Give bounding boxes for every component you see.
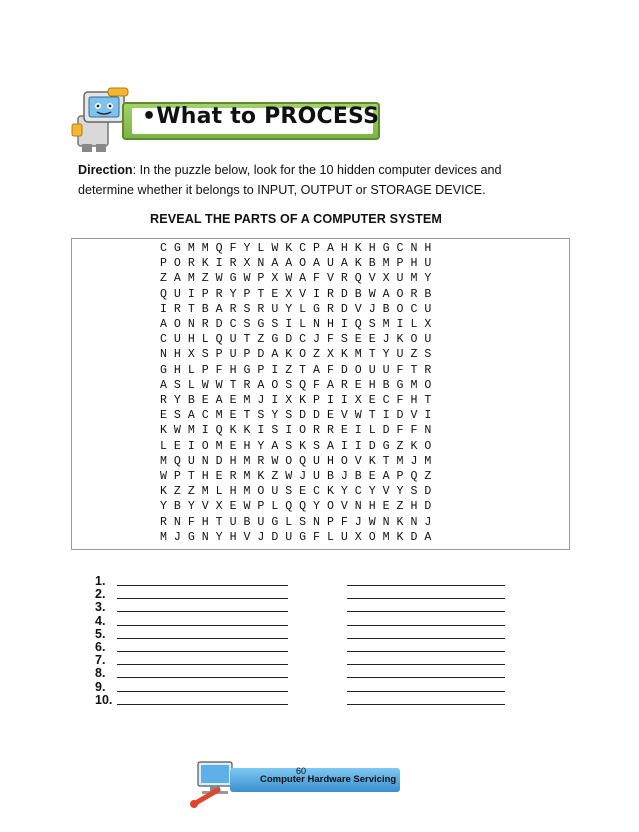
answer-blank-category[interactable] [347,611,505,612]
answer-blank-device[interactable] [117,651,288,652]
answer-number: 3. [95,600,106,615]
answer-number: 8. [95,666,106,681]
answer-blank-category[interactable] [347,704,505,705]
answer-blank-device[interactable] [117,704,288,705]
answer-blank-category[interactable] [347,585,505,586]
answer-blank-category[interactable] [347,664,505,665]
answer-blank-device[interactable] [117,598,288,599]
puzzle-row: L E I O M E H Y A S K S A I I D G Z K O [160,439,432,453]
puzzle-row: G H L P F H G P I Z T A F D O U U F T R [160,363,432,377]
section-banner [70,86,386,150]
puzzle-row: N H X S P U P D A K O Z X K M T Y U Z S [160,348,432,362]
answer-number: 10. [95,692,113,707]
answer-number: 6. [95,640,106,654]
answer-blank-category[interactable] [347,625,505,626]
answer-blank-category[interactable] [347,638,505,639]
answer-blank-device[interactable] [117,611,288,612]
answer-blank-device[interactable] [117,664,288,665]
puzzle-row: C G M M Q F Y L W K C P A H K H G C N H [160,242,432,255]
page-number: 60 [296,766,307,776]
direction-text [78,160,558,200]
answer-number: 7. [95,653,106,668]
answer-blank-device[interactable] [117,638,288,639]
direction-label: Direction [78,163,133,177]
footer-title: Computer Hardware Servicing [260,774,397,785]
answer-number: 4. [95,613,106,628]
answer-blank-category[interactable] [347,691,505,692]
puzzle-row: E S A C M E T S Y S D D E V W T I D V I [160,409,432,423]
answer-number: 2. [95,587,106,602]
puzzle-row: I R T B A R S R U Y L G R D V J B O C U [160,302,432,316]
puzzle-row: R N F H T U B U G L S N P F J W N K N J [160,515,432,529]
answer-blank-category[interactable] [347,598,505,599]
puzzle-row: P O R K I R X N A A O A U A K B M P H U [160,257,432,271]
puzzle-row: W P T H E R M K Z W J U B J B E A P Q Z [160,470,432,483]
answer-number: 1. [95,574,106,588]
direction-line-2: determine whether it belongs to INPUT, OUTPUT or STORAGE DEVICE. [78,183,486,197]
answer-number: 5. [95,626,106,641]
puzzle-row: M Q U N D H M R W O Q U H O V K T M J M [160,454,432,468]
puzzle-row: A O N R D C S G S I L N H I Q S M I L X [160,318,432,331]
answer-blank-category[interactable] [347,677,505,678]
puzzle-row: M J G N Y H V J D U G F L U X O M K D A [160,530,432,544]
puzzle-row: Y B Y V X E W P L Q Q Y O V N H E Z H D [160,500,432,514]
answer-blank-device[interactable] [117,677,288,678]
puzzle-heading: REVEAL THE PARTS OF A COMPUTER SYSTEM [150,212,442,226]
puzzle-row: C U H L Q U T Z G D C J F S E E J K O U [160,333,432,347]
puzzle-row: A S L W W T R A O S Q F A R E H B G M O [160,378,432,392]
answer-blank-device[interactable] [117,691,288,692]
direction-line-1: : In the puzzle below, look for the 10 hidden computer devices and [132,163,502,177]
puzzle-row: Z A M Z W G W P X W A F V R Q V X U M Y [160,272,432,286]
answer-number: 9. [95,679,106,694]
puzzle-row: K W M I Q K K I S I O R R E I L D F F N [160,424,432,438]
puzzle-row: K Z Z M L H M O U S E C K Y C Y V Y S D [160,485,432,499]
answer-blank-device[interactable] [117,585,288,586]
footer-banner [190,760,402,812]
answer-blank-category[interactable] [347,651,505,652]
puzzle-row: Q U I P R Y P T E X V I R D B W A O R B [160,287,432,301]
answer-blank-device[interactable] [117,625,288,626]
banner-title: •What to PROCESS [142,104,380,129]
puzzle-row: R Y B E A E M J I X K P I I X E C F H T [160,394,432,407]
